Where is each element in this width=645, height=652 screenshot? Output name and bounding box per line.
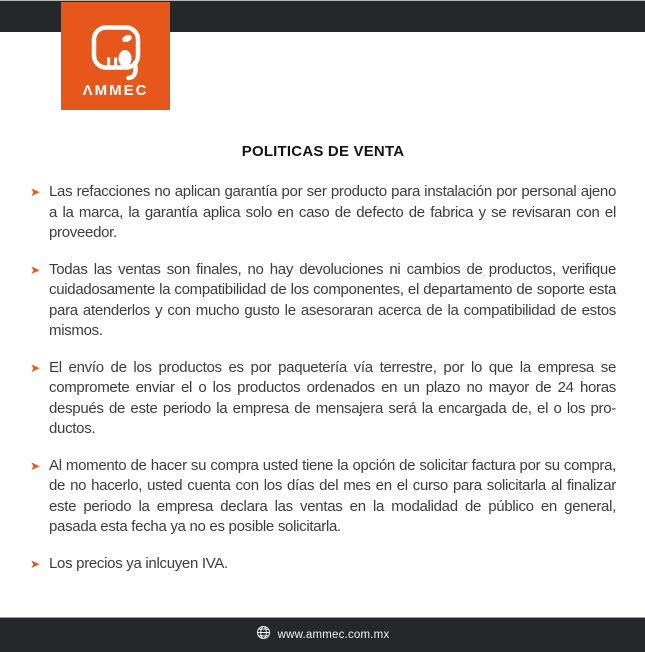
- policy-text: Las refacciones no aplican garantía por ser producto para instalación por personal ajeno a la marca, la garantía aplica solo en caso de defecto de fabrica y se revisaran con el proveedor.: [49, 183, 616, 241]
- logo-wordmark: ΛMMEC: [82, 82, 149, 99]
- policy-item: [30, 182, 616, 244]
- policy-text: Todas las ventas son finales, no hay devoluciones ni cambios de productos, verifique cuidadosamente la compatibilidad de los componentes, el departamento de soporte esta para atenderlos y con mucho gusto le asesoraran acerca de la compatibilidad de estos mismos.: [49, 260, 616, 339]
- policy-text: Al momento de hacer su compra usted tiene la opción de solicitar factura por su compra, de no hacerlo, usted cuenta con los días del mes en el curso para solicitarla al finalizar este periodo la empresa declara las ventas en la modalidad de público en general, pasada esta fecha ya no es posible solicitarla.: [49, 456, 616, 535]
- arrow-bullet-icon: ➤: [30, 556, 41, 571]
- ammec-logo: [61, 2, 170, 110]
- policy-item: [30, 554, 616, 575]
- content-area: [30, 143, 616, 590]
- policy-item: [30, 456, 616, 538]
- policy-item: [30, 260, 616, 342]
- policy-item: [30, 358, 616, 440]
- arrow-bullet-icon: ➤: [30, 458, 41, 473]
- policy-text: El envío de los productos es por paquetería vía terrestre, por lo que la empresa se compromete enviar el o los productos ordenados en un plazo no mayor de 24 horas después de este periodo la empresa de mensajera será la encargada de, el o los pro-ductos.: [49, 358, 616, 437]
- elephant-icon: [90, 24, 142, 82]
- arrow-bullet-icon: ➤: [30, 185, 41, 199]
- footer-bar: [0, 617, 645, 652]
- policy-text: Los precios ya inlcuyen IVA.: [49, 554, 228, 572]
- globe-icon: [256, 625, 271, 645]
- policy-list: [30, 182, 616, 574]
- arrow-bullet-icon: ➤: [30, 262, 41, 277]
- arrow-bullet-icon: ➤: [30, 360, 41, 375]
- page-title: POLITICAS DE VENTA: [241, 143, 405, 160]
- website-url[interactable]: www.ammec.com.mx: [277, 629, 390, 641]
